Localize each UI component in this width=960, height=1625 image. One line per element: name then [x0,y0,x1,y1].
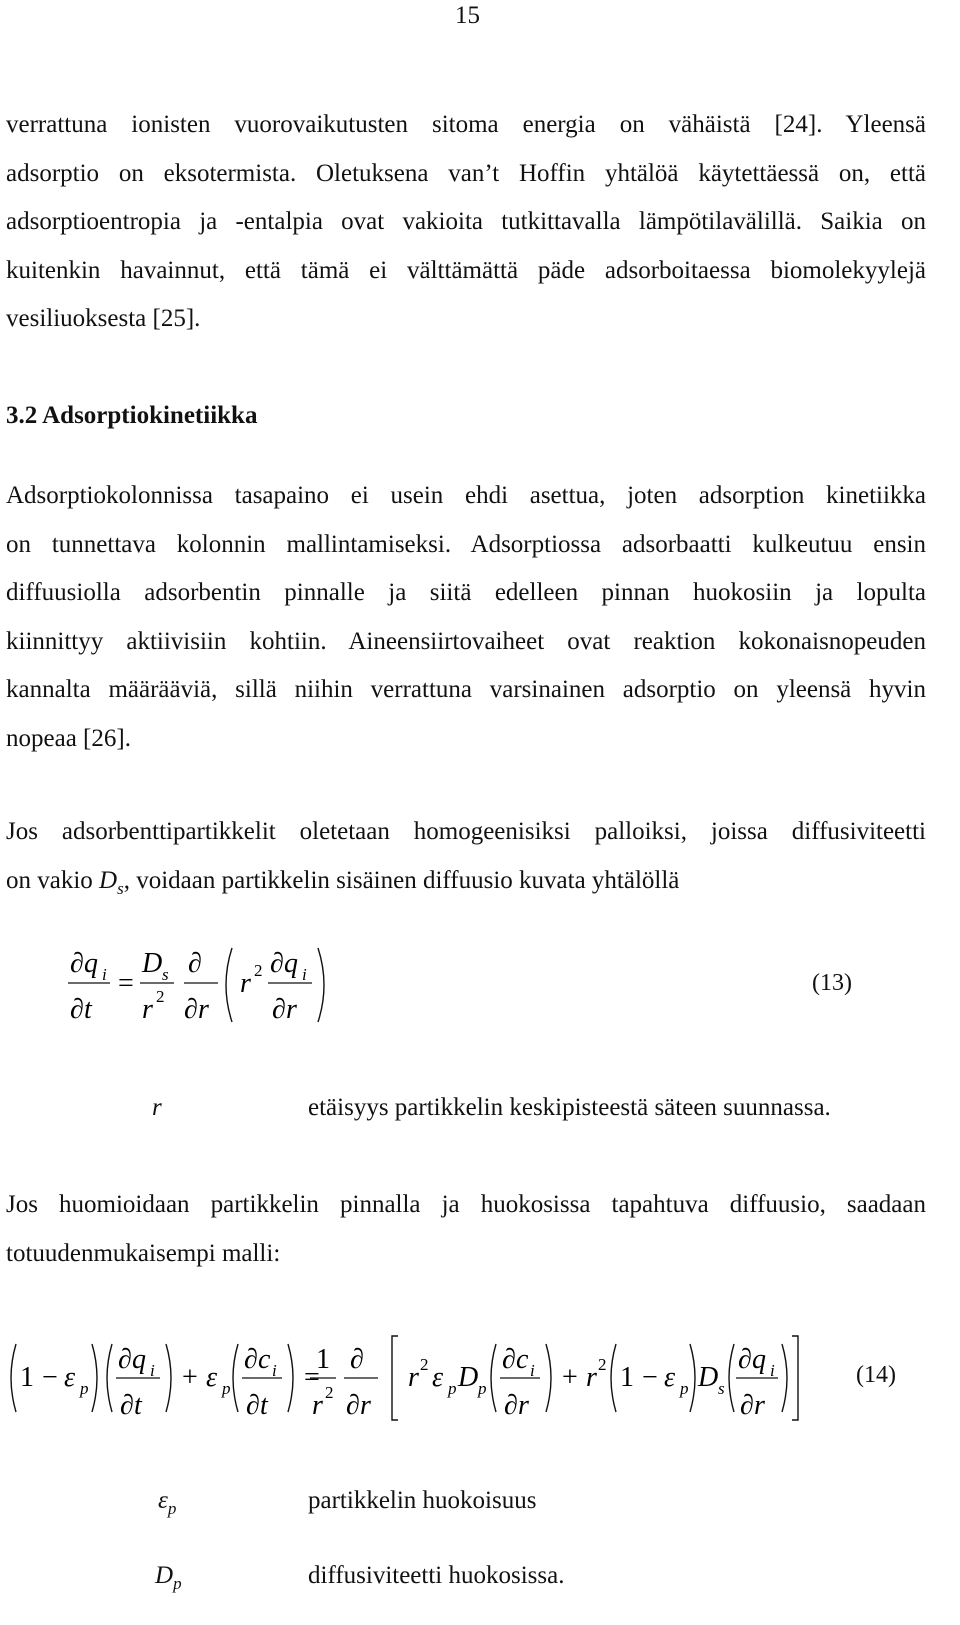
eq-symbol: ∂ [504,1390,518,1421]
bracket-right [546,1344,551,1412]
eq-symbol: s [162,965,169,984]
symbol-sub: p [173,1574,182,1593]
eq-symbol: c [516,1344,529,1375]
eq-symbol: D [458,1362,479,1393]
bracket-right [166,1344,171,1412]
eq-symbol: q [284,948,298,979]
text-line: totuudenmukaisempi malli: [6,1239,281,1267]
paragraph-2 [6,472,926,763]
eq-symbol: ε [432,1362,444,1393]
equation-14 [0,1330,800,1426]
bracket-left [233,1344,238,1412]
eq-symbol: 2 [598,1355,607,1374]
symbol-D: D [99,866,118,894]
eq-symbol: c [258,1344,271,1375]
bracket-right [318,948,324,1022]
eq-symbol: p [448,1379,457,1398]
eq-symbol: r [286,994,297,1025]
square-bracket-left [392,1336,398,1420]
eq-symbol: 1 [20,1362,34,1393]
eq-symbol: p [222,1379,231,1398]
bracket-left [107,1344,112,1412]
eq-symbol: t [84,994,92,1025]
eq-symbol: + [182,1362,198,1393]
square-bracket-right [792,1336,798,1420]
eq-symbol: + [562,1362,578,1393]
eq-symbol: 2 [325,1383,334,1402]
eq-symbol: ∂ [346,1390,360,1421]
equation-number: (13) [812,970,852,996]
bracket-left [491,1344,496,1412]
eq-symbol: r [142,994,153,1025]
eq-symbol: − [42,1362,58,1393]
eq-symbol: 1 [316,1344,330,1375]
bracket-left [611,1344,616,1412]
bracket-left [226,948,232,1022]
symbol-sub: p [167,1499,177,1518]
definition-text: etäisyys partikkelin keskipisteestä säteen suunnassa. [308,1094,831,1121]
symbol-D: D [155,1562,174,1589]
eq-symbol: ε [664,1362,676,1393]
text-fragment: on vakio [6,866,93,894]
eq-symbol: r [586,1362,597,1393]
text-line: kuitenkin havainnut, että tämä ei välttämättä päde adsorboitaessa biomolekyylejä [6,256,926,284]
eq-symbol: 2 [254,961,263,980]
text-line: adsorptio on eksotermista. Oletuksena van’t Hoffin yhtälöä käytettäessä on, että [6,159,926,187]
text-line: diffuusiolla adsorbentin pinnalle ja siitä edelleen pinnan huokosiin ja lopulta [6,579,926,606]
paragraph-1 [6,101,926,344]
paragraph-4 [6,1181,926,1278]
bracket-right [690,1344,695,1412]
eq-symbol: i [102,965,107,984]
eq-symbol: q [132,1344,146,1375]
text-line: vesiliuoksesta [25]. [6,305,201,332]
eq-symbol: ∂ [244,1344,258,1375]
symbol-epsilon: ε [158,1487,168,1514]
definition-text: partikkelin huokoisuus [308,1487,537,1514]
eq-symbol: p [680,1379,689,1398]
eq-symbol: = [304,1362,320,1393]
eq-symbol: r [408,1362,419,1393]
text-line: on tunnettava kolonnin mallintamiseksi. Adsorptiossa adsorbaatti kulkeutuu ensin [6,530,926,558]
text-line: Adsorptiokolonnissa tasapaino ei usein ehdi asettua, joten adsorption kinetiikka [6,482,926,509]
eq-symbol: q [752,1344,766,1375]
eq-symbol: ∂ [120,1390,134,1421]
eq-symbol: ∂ [502,1344,516,1375]
paragraph-3 [6,808,926,913]
text-line: nopeaa [26]. [6,724,131,752]
eq-symbol: ∂ [740,1390,754,1421]
text-line: Jos adsorbenttipartikkelit oletetaan homogeenisiksi palloiksi, joissa diffusiviteetti [6,818,926,845]
eq-symbol: p [478,1379,487,1398]
eq-symbol: D [142,948,163,979]
symbol-sub: s [117,878,124,898]
equation-number: (14) [856,1362,896,1388]
section-heading: 3.2 Adsorptiokinetiikka [6,402,258,429]
text-line [6,857,926,914]
bracket-left [729,1344,734,1412]
text-line: adsorptioentropia ja -entalpia ovat vakioita tutkittavalla lämpötilavälillä. Saikia on [6,208,926,235]
text-line: kiinnittyy aktiivisiin kohtiin. Aineensiirtovaiheet ovat reaktion kokonaisnopeuden [6,627,926,655]
eq-symbol: i [272,1361,277,1380]
eq-symbol: ∂ [188,948,202,979]
eq-symbol: s [718,1379,725,1398]
eq-symbol: i [770,1361,775,1380]
eq-symbol: ∂ [246,1390,260,1421]
equation-13 [60,940,360,1030]
text-fragment: , voidaan partikkelin sisäinen diffuusio kuvata yhtälöllä [123,866,680,894]
text-line: kannalta määrääviä, sillä niihin verrattuna varsinainen adsorptio on yleensä hyvin [6,676,926,703]
eq-symbol: ε [64,1362,76,1393]
eq-symbol: ∂ [70,948,84,979]
eq-symbol: t [260,1390,268,1421]
eq-symbol: r [240,968,251,999]
eq-symbol: ∂ [272,994,286,1025]
eq-symbol: r [360,1390,371,1421]
eq-symbol: i [150,1361,155,1380]
eq-symbol: r [198,994,209,1025]
eq-symbol: ∂ [118,1344,132,1375]
bracket-left [11,1344,16,1412]
eq-symbol: i [302,965,307,984]
definition-symbol: r [152,1094,162,1121]
eq-symbol: ∂ [738,1344,752,1375]
eq-symbol: ε [206,1362,218,1393]
text-line: Jos huomioidaan partikkelin pinnalla ja huokosissa tapahtuva diffuusio, saadaan [6,1191,926,1218]
eq-symbol: p [80,1379,89,1398]
definition-symbol [158,1487,176,1519]
eq-symbol: − [642,1362,658,1393]
eq-symbol: 2 [420,1355,429,1374]
eq-symbol: r [754,1390,765,1421]
eq-symbol: r [312,1390,323,1421]
bracket-right [92,1344,97,1412]
page-number: 15 [455,2,480,29]
eq-symbol: ∂ [70,994,84,1025]
eq-symbol: 1 [620,1362,634,1393]
bracket-right [288,1344,293,1412]
eq-symbol: q [84,948,98,979]
definition-symbol [155,1562,182,1594]
eq-symbol: t [134,1390,142,1421]
eq-symbol: ∂ [270,948,284,979]
eq-symbol: D [698,1362,719,1393]
eq-symbol: ∂ [184,994,198,1025]
eq-symbol: ∂ [350,1344,364,1375]
eq-symbol: i [530,1361,535,1380]
eq-symbol: 2 [156,987,165,1006]
eq-symbol: r [518,1390,529,1421]
text-line: verrattuna ionisten vuorovaikutusten sitoma energia on vähäistä [24]. Yleensä [6,111,926,138]
definition-text: diffusiviteetti huokosissa. [308,1562,565,1589]
eq-symbol: = [118,968,134,999]
bracket-right [782,1344,787,1412]
